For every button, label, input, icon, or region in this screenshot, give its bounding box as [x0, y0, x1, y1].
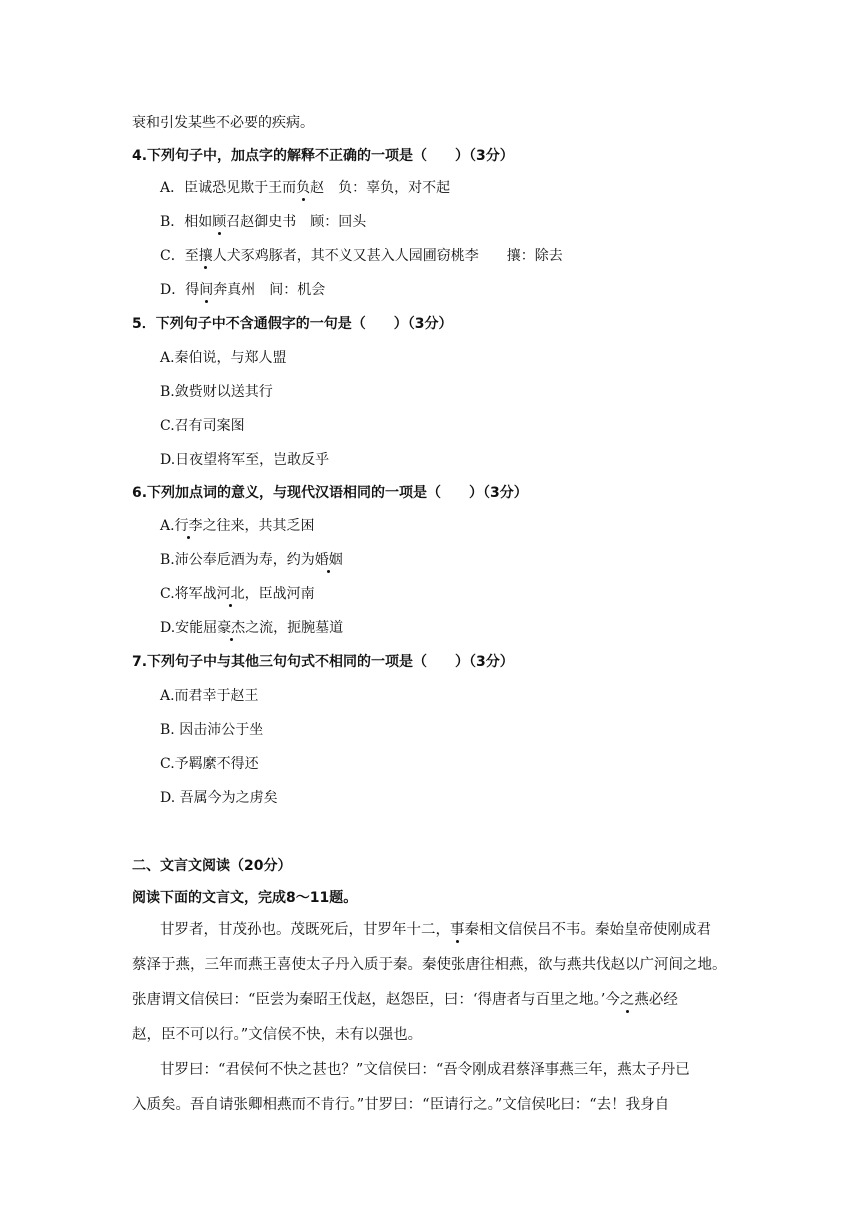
- question-5-option-d: D.日夜望将军至，岂敢反乎: [160, 452, 330, 468]
- question-6-option-d: D.安能屈豪杰之流，扼腕墓道: [160, 620, 344, 636]
- emphasis-dot-char: 事: [450, 922, 465, 938]
- emphasis-dot-char: 顾: [212, 214, 227, 230]
- emphasis-dot-word: 婚姻: [314, 552, 343, 568]
- question-6-option-b: B.沛公奉卮酒为寿，约为婚姻: [160, 552, 343, 568]
- emphasis-dot-char: 之: [619, 992, 635, 1008]
- question-7-option-c: C.予羁縻不得还: [160, 756, 259, 772]
- emphasis-dot-word: 豪杰: [217, 620, 246, 636]
- passage-p1-line-4: 赵，臣不可以行。”文信侯不快，未有以强也。: [132, 1027, 423, 1043]
- question-7-stem: 7.下列句子中与其他三句句式不相同的一项是（ ）（3分）: [132, 654, 514, 670]
- question-7-option-a: A.而君幸于赵王: [160, 688, 259, 704]
- emphasis-dot-char: 负: [296, 180, 311, 196]
- question-4-option-d: D．得间奔真州 间：机会: [160, 282, 326, 298]
- passage-p1-line-3: 张唐谓文信侯曰：“臣尝为秦昭王伐赵，赵怨臣，曰：‘得唐者与百里之地。’今之燕必经: [132, 992, 678, 1008]
- question-4-stem: 4.下列句子中，加点字的解释不正确的一项是（ ）（3分）: [132, 148, 514, 164]
- emphasis-dot-char: 间: [199, 282, 214, 298]
- question-6-option-a: A.行李之往来，共其乏困: [160, 518, 315, 534]
- question-4-option-b: B．相如顾召赵御史书 顾：回头: [160, 214, 367, 230]
- question-5-option-a: A.秦伯说，与郑人盟: [160, 350, 287, 366]
- question-5-option-c: C.召有司案图: [160, 418, 245, 434]
- passage-p2-line-1: 甘罗曰：“君侯何不快之甚也？”文信侯曰：“吾令刚成君蔡泽事燕三年，燕太子丹已: [160, 1062, 690, 1078]
- question-7-option-d: D. 吾属今为之虏矣: [160, 790, 278, 806]
- passage-p2-line-2: 入质矣。吾自请张卿相燕而不肯行。”甘罗曰：“臣请行之。”文信侯叱曰：“去！我身自: [132, 1097, 670, 1113]
- section-2-instruction: 阅读下面的文言文，完成8～11题。: [132, 890, 358, 906]
- question-5-option-b: B.敛赀财以送其行: [160, 384, 273, 400]
- question-6-stem: 6.下列加点词的意义，与现代汉语相同的一项是（ ）（3分）: [132, 485, 528, 501]
- question-4-option-c: C．至攘人犬豕鸡豚者，其不义又甚入人园圃窃桃李 攘：除去: [160, 248, 563, 264]
- intro-line: 衰和引发某些不必要的疾病。: [132, 115, 314, 131]
- emphasis-dot-char: 攘: [198, 248, 213, 264]
- question-6-option-c: C.将军战河北，臣战河南: [160, 586, 315, 602]
- emphasis-dot-word: 河北: [216, 586, 245, 602]
- question-5-stem: 5．下列句子中不含通假字的一句是（ ）（3分）: [132, 316, 453, 332]
- question-7-option-b: B. 因击沛公于坐: [160, 722, 264, 738]
- passage-p1-line-2: 蔡泽于燕，三年而燕王喜使太子丹入质于秦。秦使张唐往相燕，欲与燕共伐赵以广河间之地。: [132, 957, 727, 973]
- emphasis-dot-word: 行李: [174, 518, 203, 534]
- section-2-title: 二、文言文阅读（20分）: [132, 858, 292, 874]
- passage-p1-line-1: 甘罗者，甘茂孙也。茂既死后，甘罗年十二，事秦相文信侯吕不韦。秦始皇帝使刚成君: [160, 922, 711, 938]
- question-4-option-a: A．臣诚恐见欺于王而负赵 负：辜负，对不起: [160, 180, 451, 196]
